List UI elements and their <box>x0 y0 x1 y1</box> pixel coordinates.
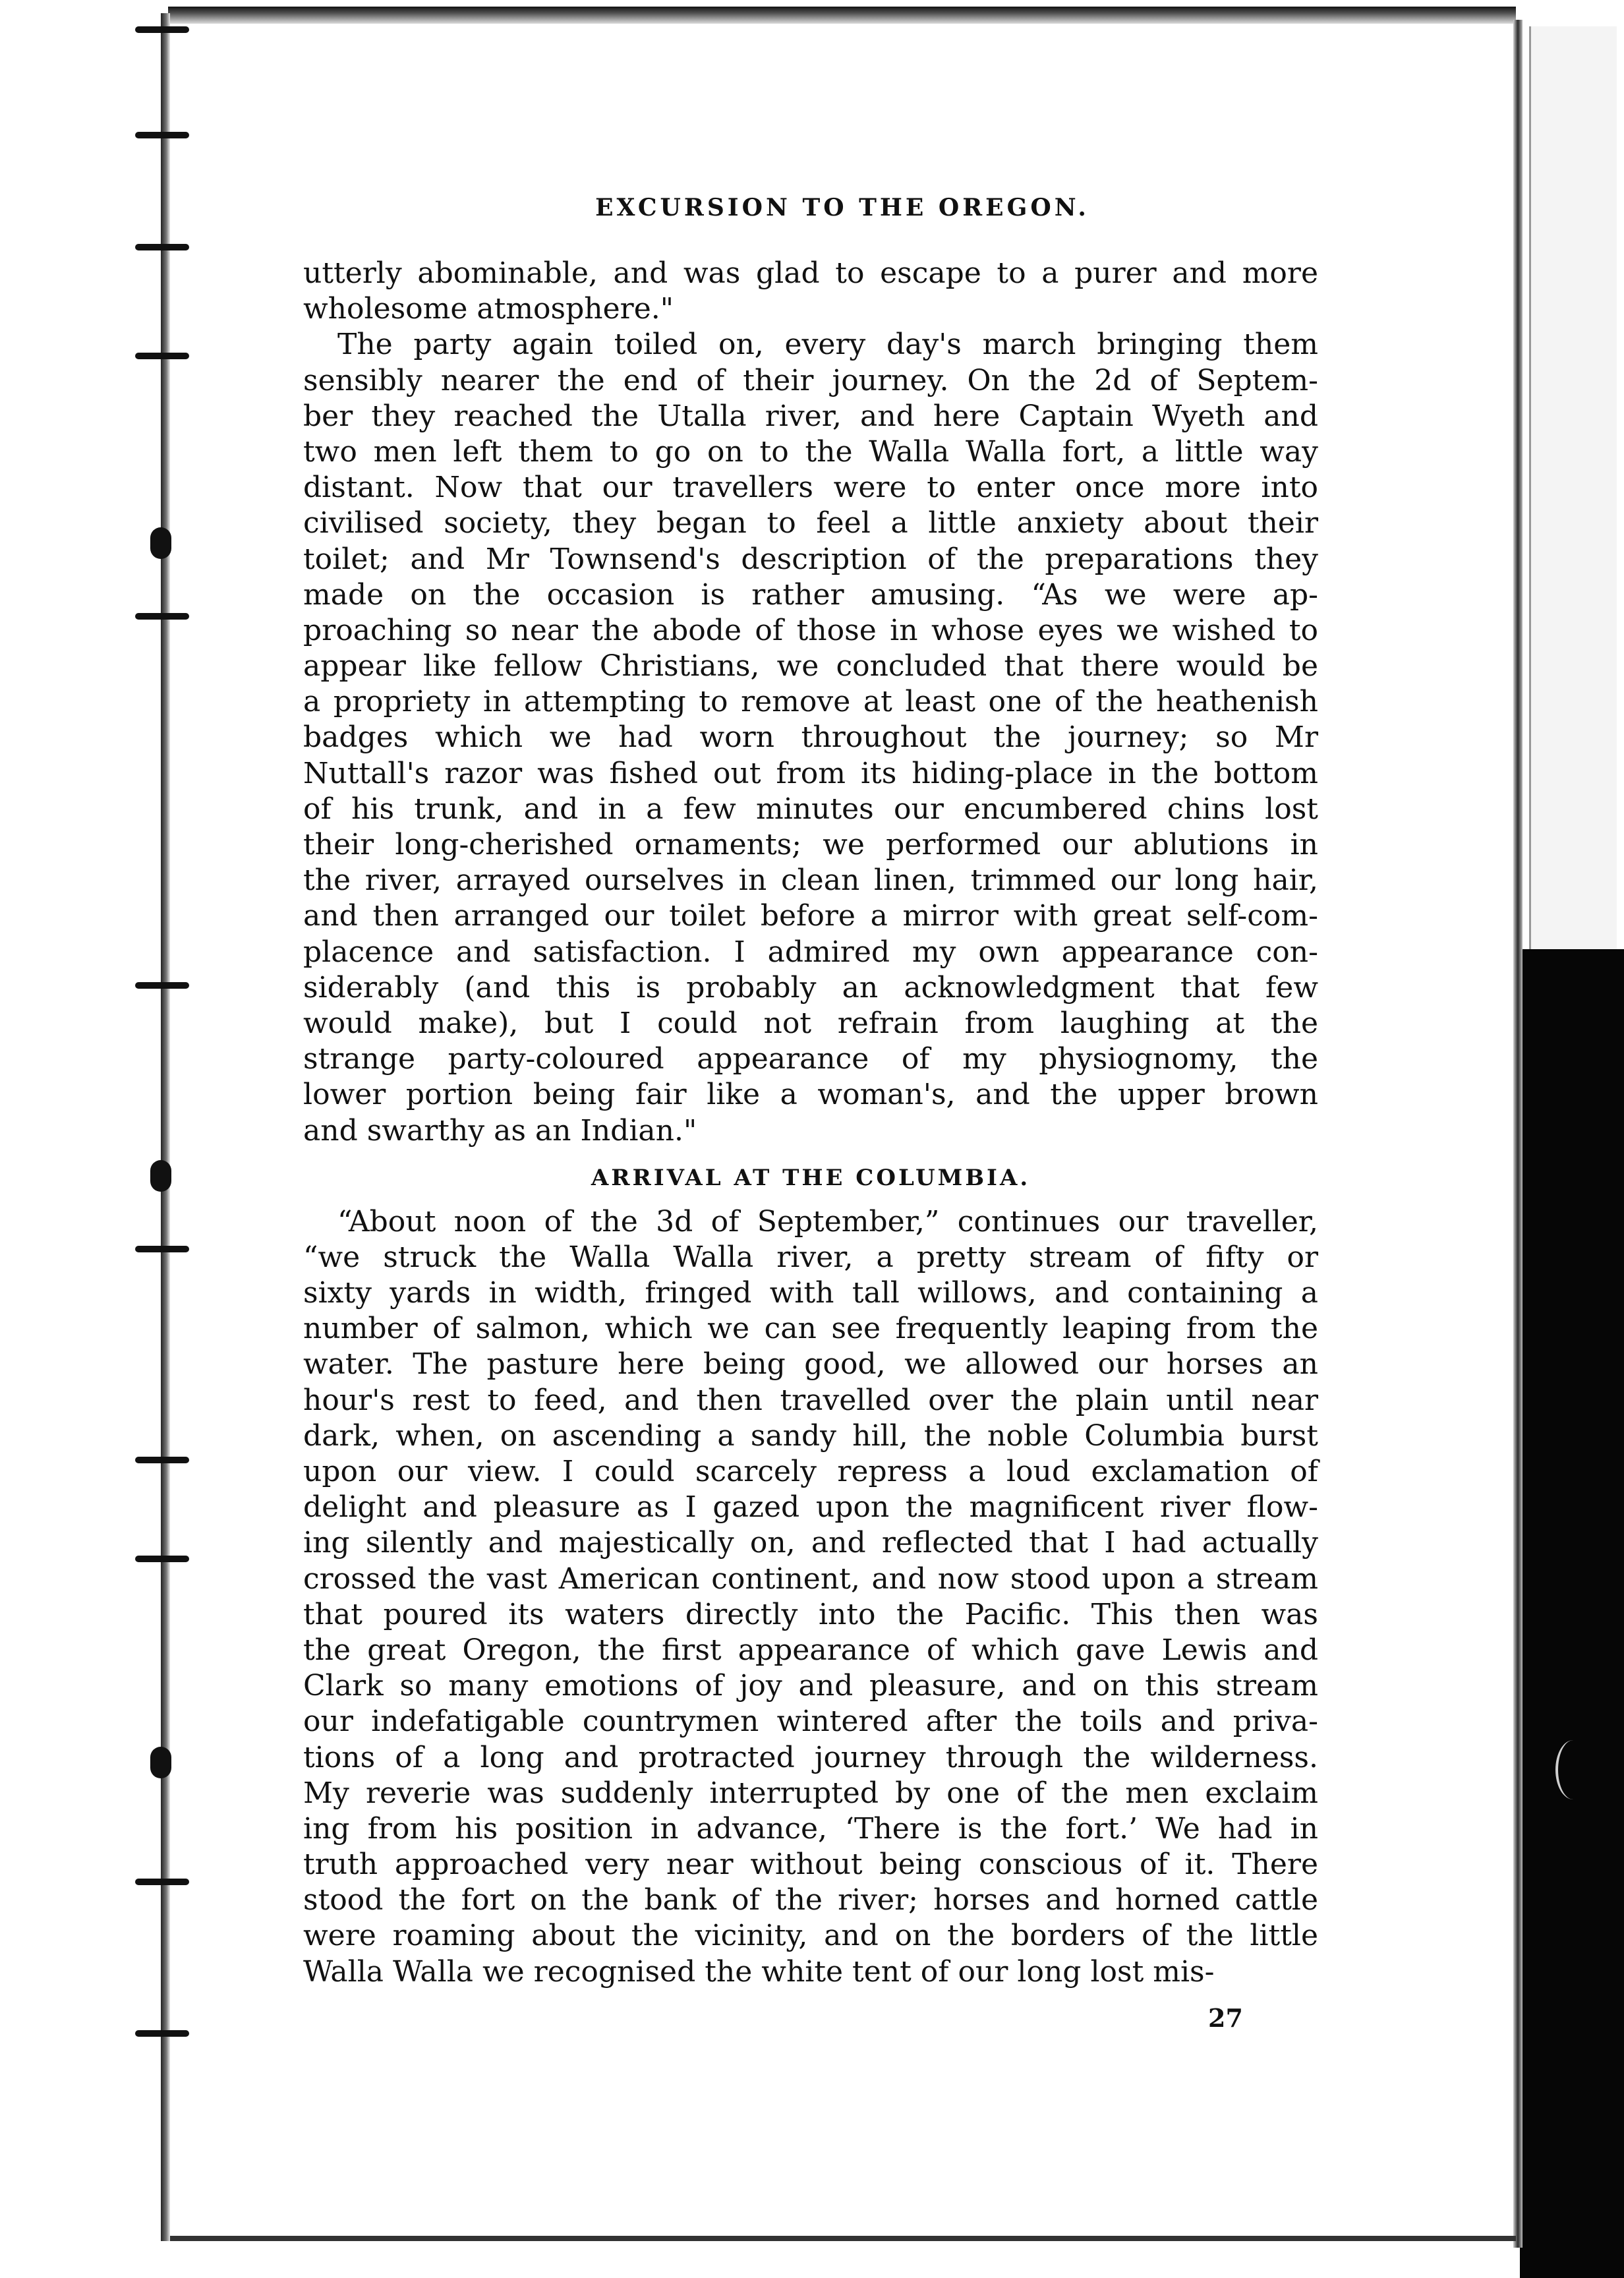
text-line: sixty yards in width, fringed with tall willows, and containing a <box>303 1276 1318 1310</box>
section-heading: ARRIVAL AT THE COLUMBIA. <box>591 1164 1031 1191</box>
text-line: stood the fort on the bank of the river; horses and horned cattle <box>303 1883 1318 1917</box>
text-line: the great Oregon, the first appearance of which gave Lewis and <box>303 1633 1318 1667</box>
text-line: wholesome atmosphere." <box>303 292 674 326</box>
text-line: tions of a long and protracted journey through the wilderness. <box>303 1740 1318 1774</box>
dark-scan-border <box>1520 949 1624 2278</box>
text-line: “About noon of the 3d of September,” continues our traveller, <box>337 1204 1318 1239</box>
text-line: crossed the vast American continent, and now stood upon a stream <box>303 1562 1318 1596</box>
text-line: Nuttall's razor was fished out from its hiding-place in the bottom <box>303 756 1318 790</box>
text-line: civilised society, they began to feel a little anxiety about their <box>303 506 1318 540</box>
text-line: made on the occasion is rather amusing. “As we were ap- <box>303 577 1318 612</box>
text-line: upon our view. I could scarcely repress a loud exclamation of <box>303 1455 1318 1488</box>
text-line: their long-cherished ornaments; we performed our ablutions in <box>303 828 1318 862</box>
text-line: My reverie was suddenly interrupted by one of the men exclaim <box>303 1776 1318 1810</box>
paragraph-3 <box>303 1204 1318 1990</box>
binding-stitch <box>150 527 171 559</box>
text-line: proaching so near the abode of those in whose eyes we wished to <box>303 613 1318 647</box>
binding-spine <box>161 13 170 2241</box>
text-line: water. The pasture here being good, we allowed our horses an <box>303 1347 1318 1382</box>
text-line: would make), but I could not refrain from laughing at the <box>303 1006 1318 1040</box>
text-line: siderably (and this is probably an acknowledgment that few <box>303 970 1318 1005</box>
text-line: delight and pleasure as I gazed upon the magnificent river flow- <box>303 1490 1318 1525</box>
text-line: lower portion being fair like a woman's, and the upper brown <box>303 1078 1318 1112</box>
text-line: truth approached very near without being conscious of it. There <box>303 1848 1318 1882</box>
text-line: badges which we had worn throughout the journey; so Mr <box>303 720 1318 755</box>
binding-stitch <box>150 1160 171 1192</box>
text-line: ber they reached the Utalla river, and here Captain Wyeth and <box>303 399 1318 433</box>
text-line: ing silently and majestically on, and reflected that I had actually <box>303 1526 1318 1560</box>
book-page <box>170 24 1515 2236</box>
text-line: and swarthy as an Indian." <box>303 1113 697 1148</box>
text-line: hour's rest to feed, and then travelled over the plain until near <box>303 1383 1318 1417</box>
text-line: the river, arrayed ourselves in clean linen, trimmed our long hair, <box>303 863 1318 898</box>
text-line: Walla Walla we recognised the white tent of our long lost mis- <box>303 1954 1215 1989</box>
text-line: placence and satisfaction. I admired my own appearance con- <box>303 935 1318 969</box>
body-text <box>303 256 1318 1990</box>
text-line: were roaming about the vicinity, and on the borders of the little <box>303 1919 1318 1953</box>
text-line: dark, when, on ascending a sandy hill, the noble Columbia burst <box>303 1418 1318 1453</box>
text-line: and then arranged our toilet before a mirror with great self-com- <box>303 899 1318 933</box>
text-line: number of salmon, which we can see frequently leaping from the <box>303 1312 1318 1346</box>
text-line: appear like fellow Christians, we concluded that there would be <box>303 649 1318 684</box>
text-line: our indefatigable countrymen wintered after the toils and priva- <box>303 1705 1318 1739</box>
text-line: sensibly nearer the end of their journey. On the 2d of Septem- <box>303 363 1318 397</box>
paper-curl-mark <box>1555 1740 1591 1799</box>
page-bottom-edge <box>168 2236 1516 2241</box>
paragraph-2 <box>303 327 1318 1148</box>
text-line: toilet; and Mr Townsend's description of the preparations they <box>303 542 1318 576</box>
text-line: “we struck the Walla Walla river, a pretty stream of fifty or <box>303 1240 1318 1274</box>
text-line: strange party-coloured appearance of my physiognomy, the <box>303 1042 1318 1076</box>
text-line: Clark so many emotions of joy and pleasure, and on this stream <box>303 1669 1318 1703</box>
text-line: that poured its waters directly into the Pacific. This then was <box>303 1597 1318 1631</box>
page-number: 27 <box>1208 2003 1243 2033</box>
page-top-edge <box>168 7 1516 24</box>
text-line: two men left them to go on to the Walla Walla fort, a little way <box>303 434 1318 469</box>
binding-stitch <box>150 1747 171 1778</box>
page-right-edge <box>1513 20 1522 2248</box>
text-line: a propriety in attempting to remove at least one of the heathenish <box>303 685 1318 719</box>
text-line: The party again toiled on, every day's march bringing them <box>337 328 1318 362</box>
text-line: distant. Now that our travellers were to enter once more into <box>303 471 1318 505</box>
text-line: ing from his position in advance, ‘There is the fort.’ We had in <box>303 1811 1318 1846</box>
text-line: of his trunk, and in a few minutes our encumbered chins lost <box>303 792 1318 826</box>
adjacent-page-edge <box>1529 26 1617 949</box>
text-line: utterly abominable, and was glad to escape to a purer and more <box>303 256 1318 290</box>
running-head: EXCURSION TO THE OREGON. <box>595 194 1089 221</box>
paragraph-1 <box>303 256 1318 327</box>
